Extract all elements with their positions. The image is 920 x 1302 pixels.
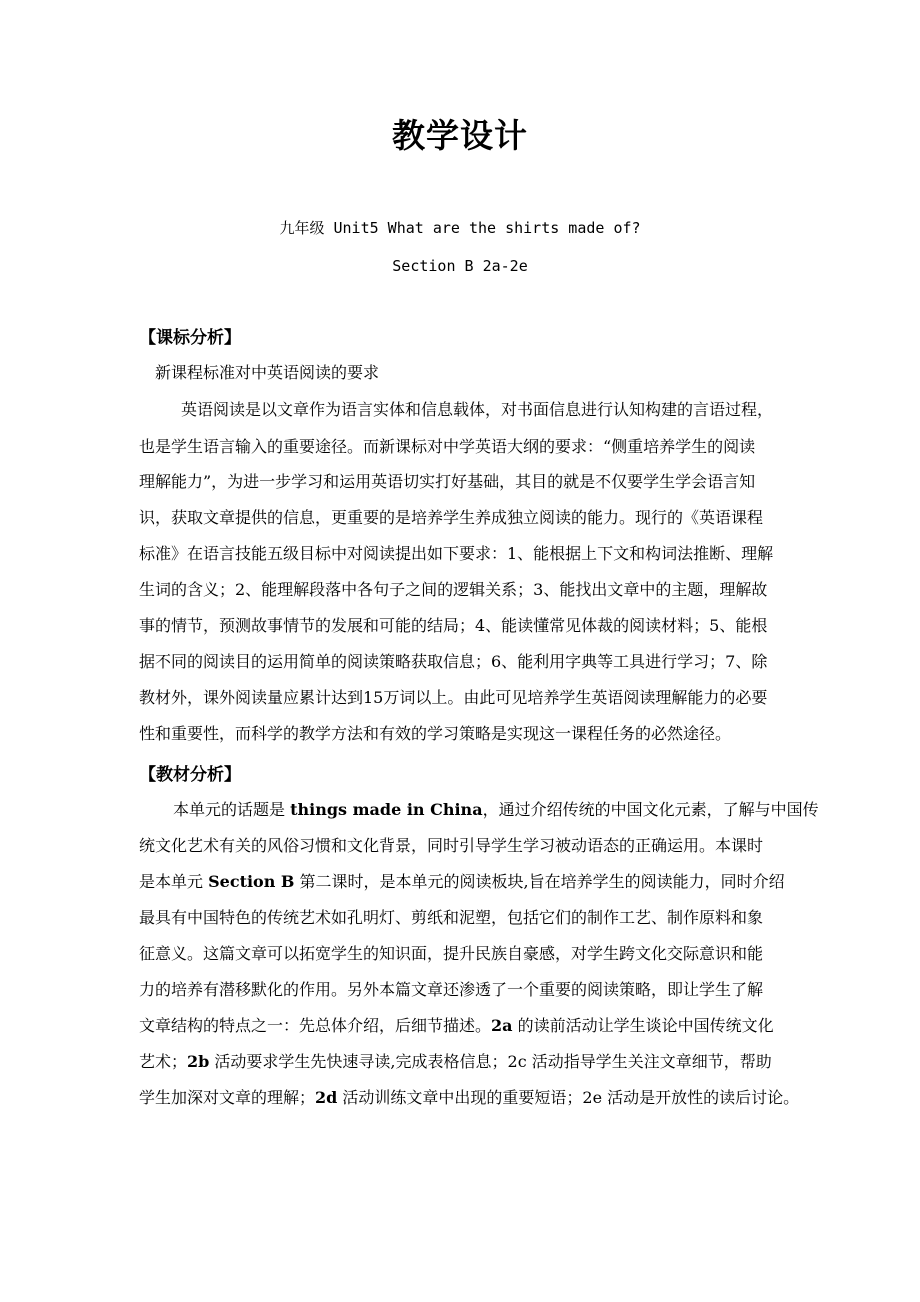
emphasis-text: 2b bbox=[187, 1052, 210, 1071]
paragraph-line bbox=[139, 905, 763, 928]
paragraph-line bbox=[139, 1049, 772, 1072]
document-title: 教学设计 bbox=[392, 116, 528, 155]
paragraph-line: 性和重要性，而科学的教学方法和有效的学习策略是实现这一课程任务的必然途径。 bbox=[139, 724, 732, 743]
section-subheading: 新课程标准对中英语阅读的要求 bbox=[155, 363, 380, 382]
line-text: 活动要求学生先快速寻读,完成表格信息；2c 活动指导学生关注文章细节，帮助 bbox=[209, 1052, 772, 1071]
paragraph-line bbox=[139, 941, 763, 964]
line-text: 学生加深对文章的理解； bbox=[139, 1088, 316, 1107]
emphasis-text: 2a bbox=[491, 1016, 513, 1035]
line-text: 文章结构的特点之一：先总体介绍，后细节描述。 bbox=[139, 1016, 492, 1035]
section-heading-curriculum-analysis: 【课标分析】 bbox=[139, 328, 241, 348]
paragraph-line: 教材外，课外阅读量应累计达到15万词以上。由此可见培养学生英语阅读理解能力的必要 bbox=[139, 688, 768, 707]
section-heading-textbook-analysis: 【教材分析】 bbox=[139, 765, 241, 785]
paragraph-line bbox=[139, 977, 763, 1000]
paragraph-line: 英语阅读是以文章作为语言实体和信息载体，对书面信息进行认知构建的言语过程， bbox=[181, 400, 774, 419]
line-text: 艺术； bbox=[139, 1052, 188, 1071]
line-text: 最具有中国特色的传统艺术如孔明灯、剪纸和泥塑，包括它们的制作工艺、制作原料和象 bbox=[139, 908, 764, 927]
line-text: 第二课时，是本单元的阅读板块,旨在培养学生的阅读能力，同时介绍 bbox=[294, 872, 785, 891]
emphasis-text: Section B bbox=[208, 872, 295, 891]
paragraph-line: 标准》在语言技能五级目标中对阅读提出如下要求：1、能根据上下文和构词法推断、理解 bbox=[139, 544, 774, 563]
paragraph-line: 生词的含义；2、能理解段落中各句子之间的逻辑关系；3、能找出文章中的主题，理解故 bbox=[139, 580, 768, 599]
emphasis-text: 2d bbox=[315, 1088, 338, 1107]
line-text: ，通过介绍传统的中国文化元素，了解与中国传 bbox=[482, 800, 819, 819]
document-subtitle-unit: 九年级 Unit5 What are the shirts made of? bbox=[279, 219, 641, 237]
line-text: 是本单元 bbox=[139, 872, 209, 891]
paragraph-line: 识，获取文章提供的信息，更重要的是培养学生养成独立阅读的能力。现行的《英语课程 bbox=[139, 508, 764, 527]
line-text: 的读前活动让学生谈论中国传统文化 bbox=[512, 1016, 774, 1035]
emphasis-text: things made in China bbox=[290, 800, 483, 819]
paragraph-line bbox=[173, 797, 819, 820]
line-text: 力的培养有潜移默化的作用。另外本篇文章还渗透了一个重要的阅读策略，即让学生了解 bbox=[139, 980, 764, 999]
paragraph-line bbox=[139, 1085, 799, 1108]
paragraph-line: 理解能力”，为进一步学习和运用英语切实打好基础，其目的就是不仅要学生学会语言知 bbox=[139, 472, 756, 491]
line-text: 本单元的话题是 bbox=[173, 800, 291, 819]
line-text: 统文化艺术有关的风俗习惯和文化背景，同时引导学生学习被动语态的正确运用。本课时 bbox=[139, 836, 764, 855]
line-text: 征意义。这篇文章可以拓宽学生的知识面，提升民族自豪感，对学生跨文化交际意识和能 bbox=[139, 944, 764, 963]
paragraph-line: 事的情节，预测故事情节的发展和可能的结局；4、能读懂常见体裁的阅读材料；5、能根 bbox=[139, 616, 768, 635]
paragraph-line: 也是学生语言输入的重要途径。而新课标对中学英语大纲的要求：“侧重培养学生的阅读 bbox=[139, 437, 756, 456]
document-subtitle-section: Section B 2a-2e bbox=[392, 257, 528, 275]
paragraph-line bbox=[139, 833, 763, 856]
paragraph-line bbox=[139, 1013, 774, 1036]
paragraph-line: 据不同的阅读目的运用简单的阅读策略获取信息；6、能利用字典等工具进行学习；7、除 bbox=[139, 652, 768, 671]
line-text: 活动训练文章中出现的重要短语；2e 活动是开放性的读后讨论。 bbox=[337, 1088, 800, 1107]
paragraph-line bbox=[139, 869, 785, 892]
